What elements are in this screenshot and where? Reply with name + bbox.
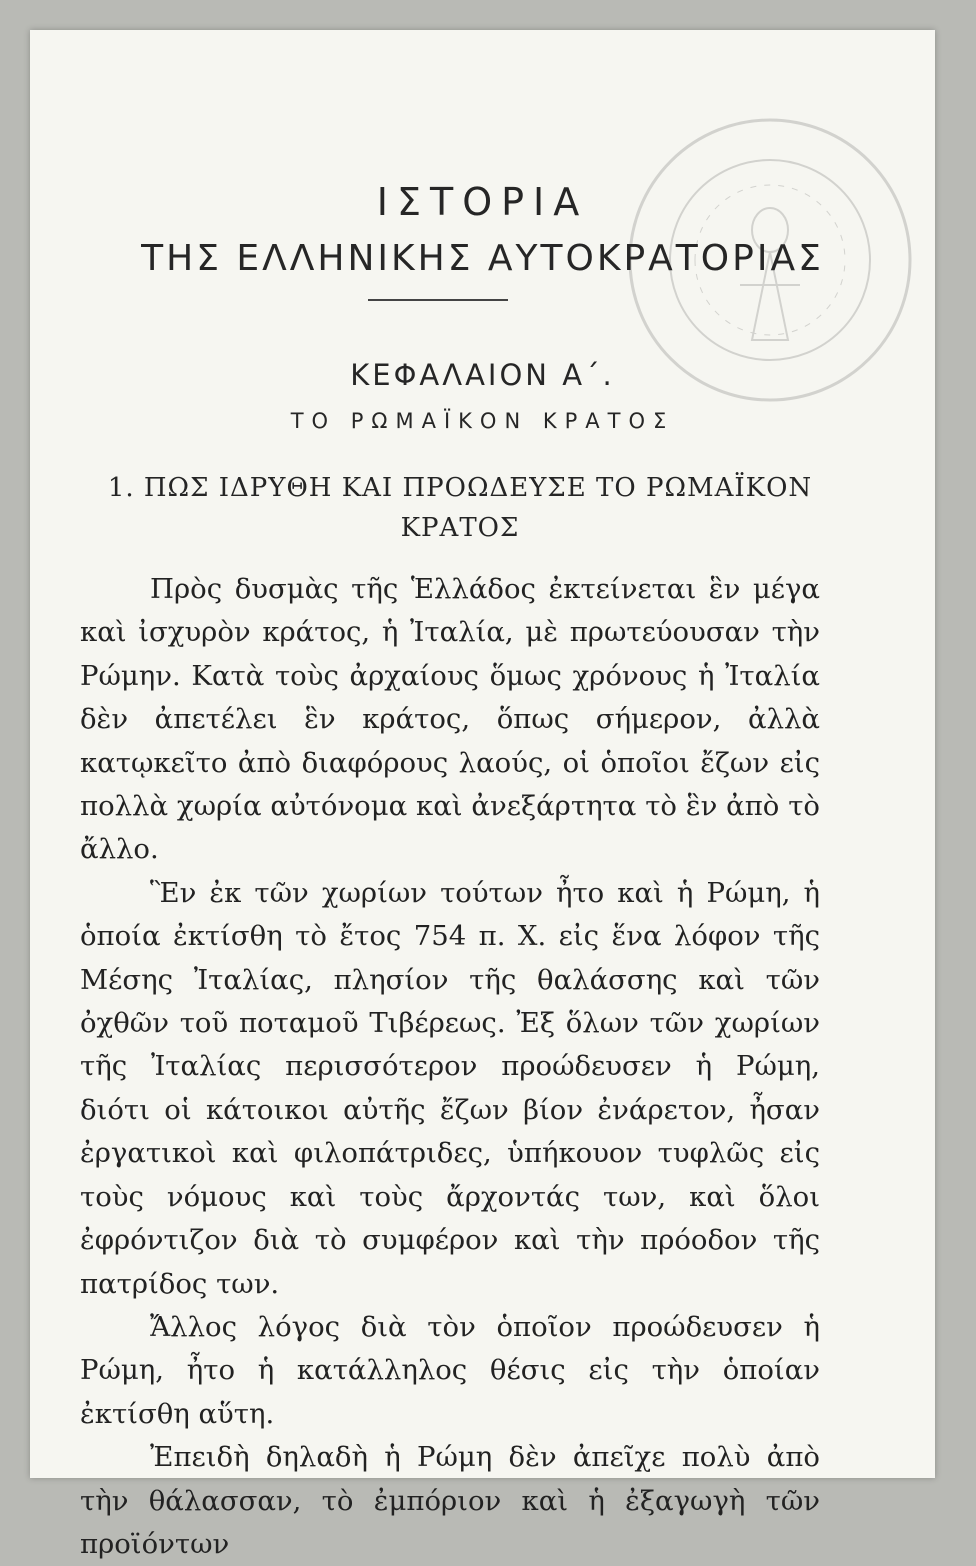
title-divider <box>368 299 508 301</box>
paragraph: Πρὸς δυσμὰς τῆς Ἑλλάδος ἐκτείνεται ἓν μέγα καὶ ἰσχυρὸν κράτος, ἡ Ἰταλία, μὲ πρωτεύουσαν τὴν Ρώμην. Κατὰ τοὺς ἀρχαίους ὅμως χρόνους ἡ Ἰταλία δὲν ἀπετέλει ἓν κράτος, ὅπως σήμερον, ἀλλὰ κατῳκεῖτο ἀπὸ διαφόρους λαούς, οἱ ὁποῖοι ἔζων εἰς πολλὰ χωρία αὐτόνομα καὶ ἀνεξάρτητα τὸ ἓν ἀπὸ τὸ ἄλλο. <box>80 573 820 866</box>
paragraph: Ἐπειδὴ δηλαδὴ ἡ Ρώμη δὲν ἀπεῖχε πολὺ ἀπὸ τὴν θάλασσαν, τὸ ἐμπόριον καὶ ἡ ἐξαγωγὴ τῶν προϊόντων <box>80 1441 820 1560</box>
book-page <box>30 30 935 1560</box>
chapter-subtitle: ΤΟ ΡΩΜΑΪΚΟΝ ΚΡΑΤΟΣ <box>290 409 675 433</box>
body-text <box>80 568 820 1566</box>
book-subtitle: ΤΗΣ ΕΛΛΗΝΙΚΗΣ ΑΥΤΟΚΡΑΤΟΡΙΑΣ <box>141 238 824 279</box>
paragraph: Ἄλλος λόγος διὰ τὸν ὁποῖον προώδευσεν ἡ Ρώμη, ἦτο ἡ κατάλληλος θέσις εἰς τὴν ὁποίαν ἐκτίσθη αὕτη. <box>80 1310 820 1430</box>
chapter-title: ΚΕΦΑΛΑΙΟΝ Α΄. <box>350 358 615 392</box>
book-title: ΙΣΤΟΡΙΑ <box>376 180 589 224</box>
section-heading: 1. ΠΩΣ ΙΔΡΥΘΗ ΚΑΙ ΠΡΟΩΔΕΥΣΕ ΤΟ ΡΩΜΑΪΚΟΝ ΚΡΑΤΟΣ <box>107 473 813 543</box>
paragraph: Ἓν ἐκ τῶν χωρίων τούτων ἦτο καὶ ἡ Ρώμη, ἡ ὁποία ἐκτίσθη τὸ ἔτος 754 π. Χ. εἰς ἕνα λόφον τῆς Μέσης Ἰταλίας, πλησίον τῆς θαλάσσης καὶ τῶν ὀχθῶν τοῦ ποταμοῦ Τιβέρεως. Ἐξ ὅλων τῶν χωρίων τῆς Ἰταλίας περισσότερον προώδευσεν ἡ Ρώμη, διότι οἱ κάτοικοι αὐτῆς ἔζων βίον ἐνάρετον, ἦσαν ἐργατικοὶ καὶ φιλοπάτριδες, ὑπήκουον τυφλῶς εἰς τοὺς νόμους καὶ τοὺς ἄρχοντάς των, καὶ ὅλοι ἐφρόντιζον διὰ τὸ συμφέρον καὶ τὴν πρόοδον τῆς πατρίδος των. <box>80 876 820 1300</box>
